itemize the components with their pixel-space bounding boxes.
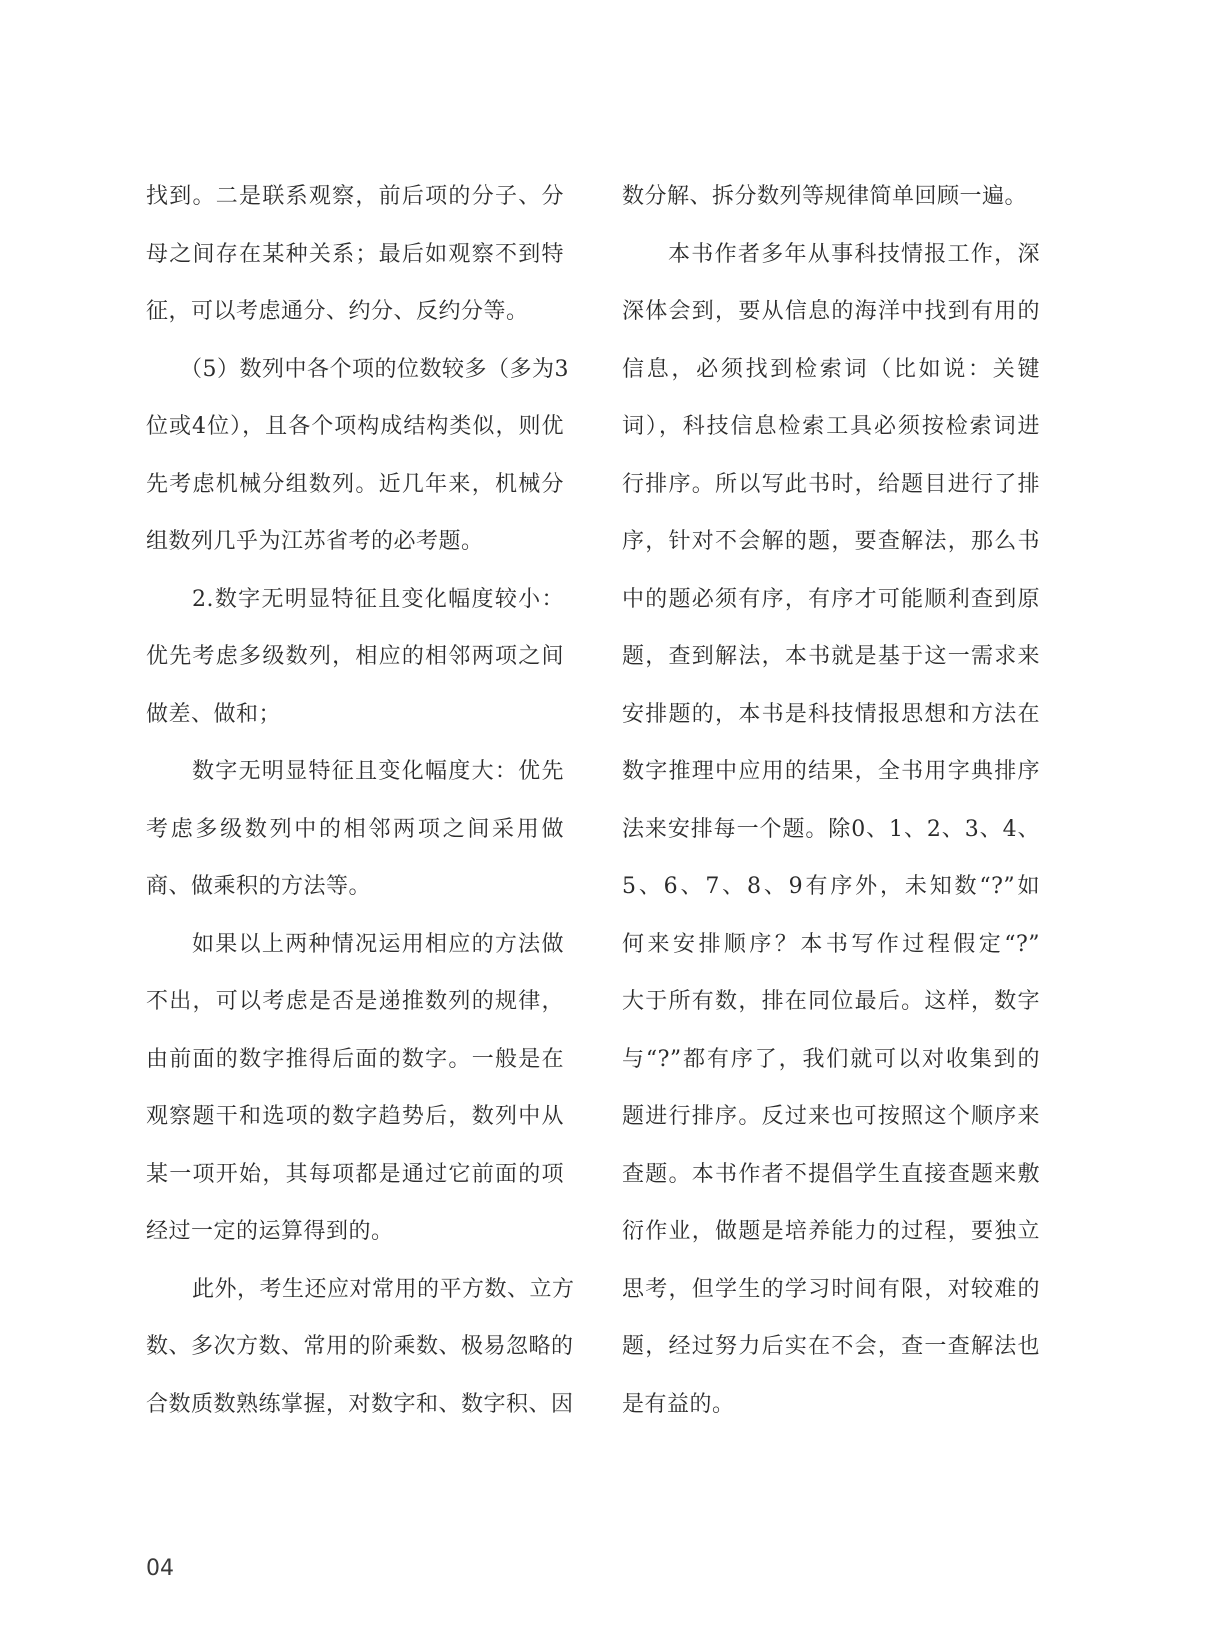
text-line: 数、多次方数、常用的阶乘数、极易忽略的 [146,1334,574,1359]
text-line: 由前面的数字推得后面的数字。一般是在 [146,1046,564,1072]
text-line: 数字推理中应用的结果，全书用字典排序 [622,759,1040,784]
text-line: 题，经过努力后实在不会，查一查解法也 [622,1334,1040,1359]
text-line: 考虑多级数列中的相邻两项之间采用做 [146,816,564,842]
text-line: （5）数列中各个项的位数较多（多为3 [180,356,569,382]
text-line: 信息，必须找到检索词（比如说：关键 [622,356,1040,382]
text-line: 大于所有数，排在同位最后。这样，数字 [622,989,1040,1014]
text-line: 找到。二是联系观察，前后项的分子、分 [146,184,564,209]
text-line: 母之间存在某种关系；最后如观察不到特 [146,241,564,267]
text-line: 2.数字无明显特征且变化幅度较小： [192,586,564,612]
text-line: 深体会到，要从信息的海洋中找到有用的 [622,299,1040,324]
text-line: 经过一定的运算得到的。 [146,1219,394,1244]
text-line: 题，查到解法，本书就是基于这一需求来 [622,644,1040,669]
text-line: 衍作业，做题是培养能力的过程，要独立 [622,1219,1040,1244]
text-line: 何来安排顺序？本书写作过程假定“?” [622,931,1040,957]
text-line: 做差、做和； [146,701,282,727]
text-line: 商、做乘积的方法等。 [146,874,372,899]
text-line: 先考虑机械分组数列。近几年来，机械分 [146,471,564,497]
text-line: 查题。本书作者不提倡学生直接查题来敷 [622,1161,1040,1187]
page-number: 04 [146,1556,174,1581]
text-line: 本书作者多年从事科技情报工作，深 [668,241,1040,267]
text-line: 观察题干和选项的数字趋势后，数列中从 [146,1104,564,1129]
text-line: 位或4位），且各个项构成结构类似，则优 [146,414,564,439]
text-line: 词），科技信息检索工具必须按检索词进 [622,414,1040,439]
right-text-column [622,168,1040,1433]
text-line: 行排序。所以写此书时，给题目进行了排 [622,471,1040,497]
text-line: 法来安排每一个题。除0、1、2、3、4、 [622,816,1040,842]
text-line: 思考，但学生的学习时间有限，对较难的 [622,1276,1040,1302]
text-line: 征，可以考虑通分、约分、反约分等。 [146,299,529,324]
text-line: 如果以上两种情况运用相应的方法做 [192,931,564,957]
text-line: 组数列几乎为江苏省考的必考题。 [146,529,484,554]
text-line: 5、6、7、8、9有序外，未知数“?”如 [622,874,1040,899]
text-line: 此外，考生还应对常用的平方数、立方 [192,1276,575,1302]
text-line: 数分解、拆分数列等规律简单回顾一遍。 [622,184,1028,209]
text-line: 不出，可以考虑是否是递推数列的规律， [146,989,564,1014]
left-text-column [146,168,575,1433]
text-line: 某一项开始，其每项都是通过它前面的项 [146,1161,564,1187]
text-line: 优先考虑多级数列，相应的相邻两项之间 [146,644,564,669]
text-line: 合数质数熟练掌握，对数字和、数字积、因 [146,1391,574,1417]
text-line: 题进行排序。反过来也可按照这个顺序来 [622,1104,1040,1129]
text-line: 序，针对不会解的题，要查解法，那么书 [622,529,1040,554]
text-line: 数字无明显特征且变化幅度大：优先 [192,759,564,784]
text-line: 安排题的，本书是科技情报思想和方法在 [622,701,1040,727]
text-line: 是有益的。 [622,1391,735,1417]
text-line: 与“?”都有序了，我们就可以对收集到的 [622,1046,1040,1072]
text-line: 中的题必须有序，有序才可能顺利查到原 [622,586,1040,612]
